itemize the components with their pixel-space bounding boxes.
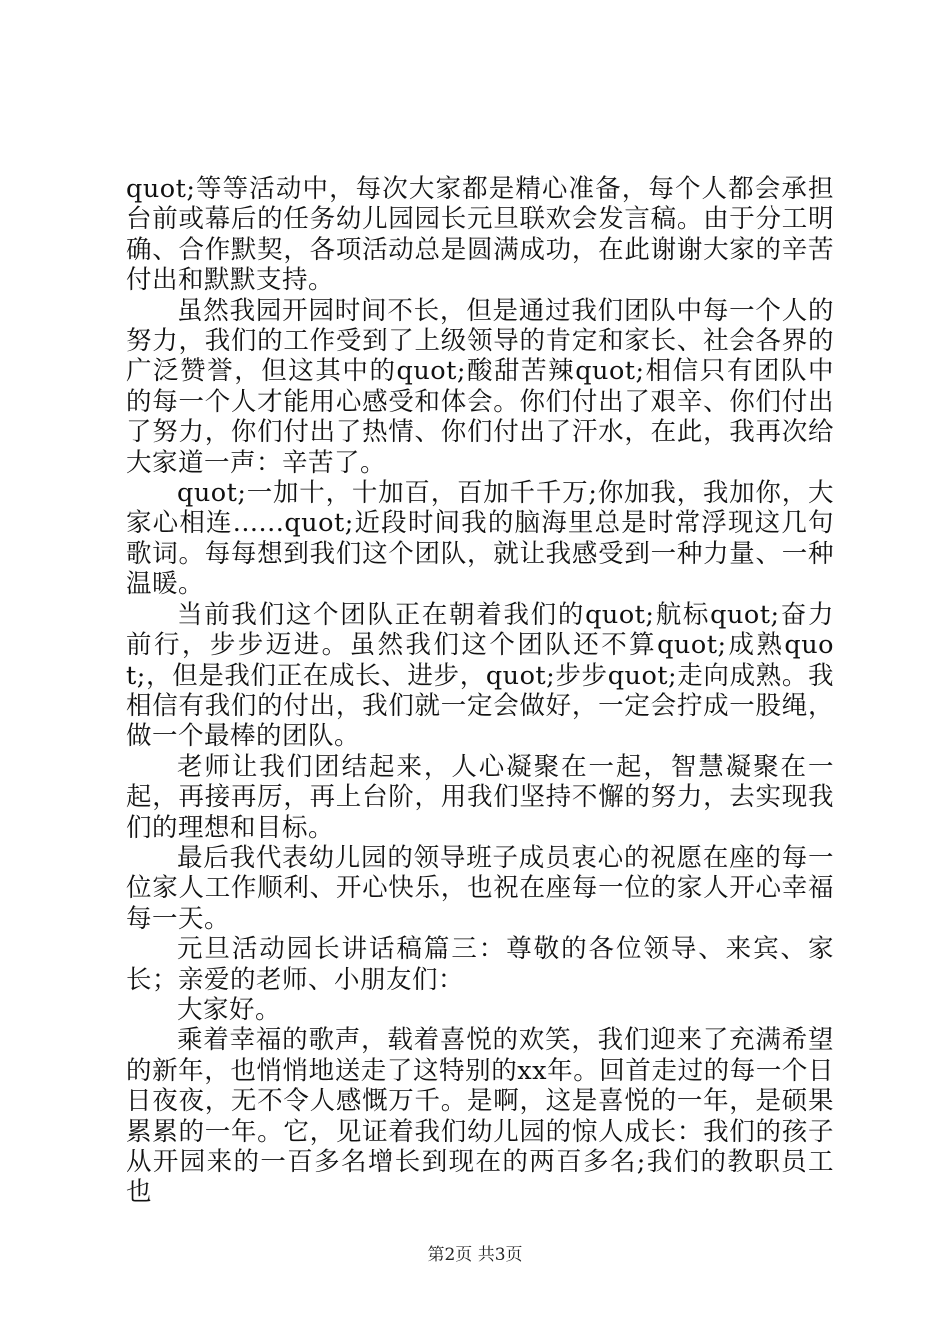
- paragraph-1: quot;等等活动中，每次大家都是精心准备，每个人都会承担台前或幕后的任务幼儿园园长元旦联欢会发言稿。由于分工明确、合作默契，各项活动总是圆满成功，在此谢谢大家的辛苦付出和默默支持。: [126, 174, 834, 296]
- paragraph-3: quot;一加十，十加百，百加千千万;你加我，我加你，大家心相连......quot;近段时间我的脑海里总是时常浮现这几句歌词。每每想到我们这个团队，就让我感受到一种力量、一种温暖。: [126, 478, 834, 600]
- document-body: [126, 174, 834, 1208]
- paragraph-6: 最后我代表幼儿园的领导班子成员衷心的祝愿在座的每一位家人工作顺利、开心快乐，也祝在座每一位的家人开心幸福每一天。: [126, 842, 834, 934]
- paragraph-8: 大家好。: [177, 994, 282, 1025]
- page-footer: 第2页 共3页: [427, 1245, 523, 1265]
- paragraph-2: 虽然我园开园时间不长，但是通过我们团队中每一个人的努力，我们的工作受到了上级领导的肯定和家长、社会各界的广泛赞誉，但这其中的quot;酸甜苦辣quot;相信只有团队中的每一个人才能用心感受和体会。你们付出了艰辛、你们付出了努力，你们付出了热情、你们付出了汗水，在此，我再次给大家道一声：辛苦了。: [126, 295, 834, 478]
- paragraph-7: 元旦活动园长讲话稿篇三：尊敬的各位领导、来宾、家长；亲爱的老师、小朋友们：: [126, 934, 834, 995]
- paragraph-9: 乘着幸福的歌声，载着喜悦的欢笑，我们迎来了充满希望的新年，也悄悄地送走了这特别的xx年。回首走过的每一个日日夜夜，无不令人感慨万千。是啊，这是喜悦的一年，是硕果累累的一年。它，见证着我们幼儿园的惊人成长：我们的孩子从开园来的一百多名增长到现在的两百多名;我们的教职员工也: [126, 1025, 834, 1208]
- paragraph-5: 老师让我们团结起来，人心凝聚在一起，智慧凝聚在一起，再接再厉，再上台阶，用我们坚持不懈的努力，去实现我们的理想和目标。: [126, 751, 834, 843]
- paragraph-4: 当前我们这个团队正在朝着我们的quot;航标quot;奋力前行，步步迈进。虽然我们这个团队还不算quot;成熟quot;，但是我们正在成长、进步，quot;步步quot;走向成熟。我相信有我们的付出，我们就一定会做好，一定会拧成一股绳，做一个最棒的团队。: [126, 599, 834, 752]
